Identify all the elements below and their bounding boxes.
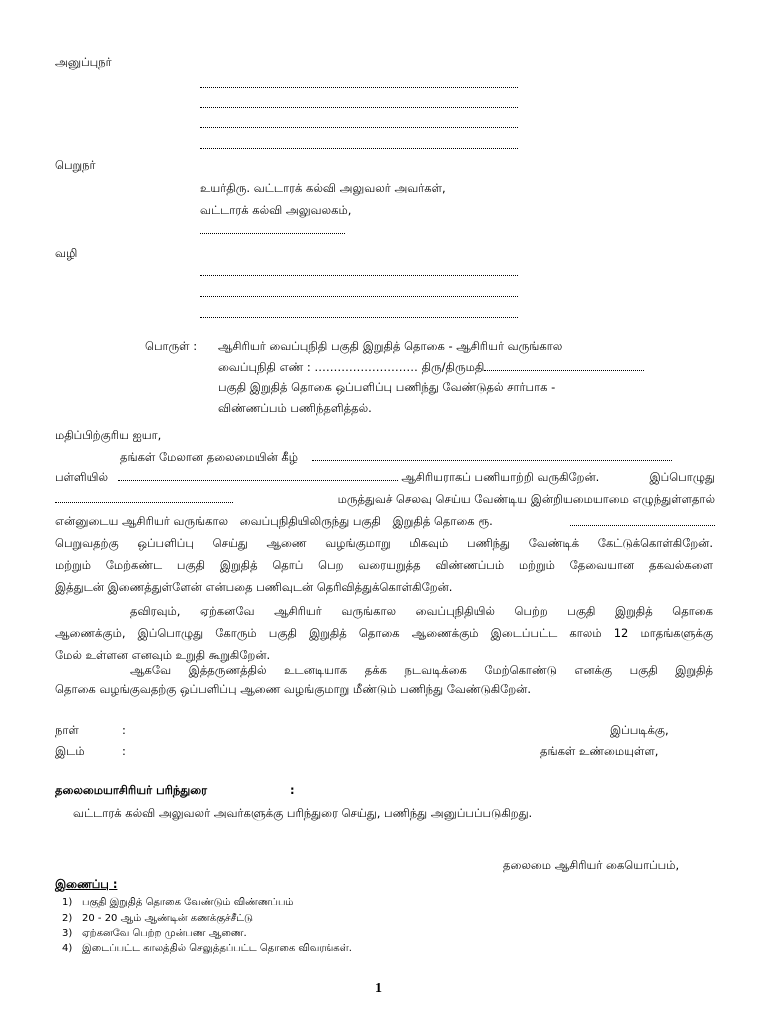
enclosure-item-3 — [62, 928, 247, 940]
sender-address-line-1[interactable] — [200, 87, 518, 88]
salutation: மதிப்பிற்குரிய ஐயா, — [55, 428, 162, 442]
via-line-1[interactable] — [200, 275, 518, 276]
subject-line-3: பகுதி இறுதித் தொகை ஒப்பளிப்பு பணிந்து வேண்டுதல் சார்பாக - — [218, 380, 556, 394]
enclosures-heading: இணைப்பு : — [55, 877, 118, 891]
date-label: நாள் — [55, 723, 79, 737]
subject-label: பொருள் : — [145, 339, 198, 353]
body-p1-line-3-b: மருத்துவச் செலவு செய்ய வேண்டிய இன்றியமையாமை எழுந்துள்ளதால் — [337, 492, 715, 506]
body-p1-line-4-b: வைப்புநிதியிலிருந்து பகுதி — [239, 514, 381, 528]
body-p1-line-4 — [55, 514, 715, 530]
closing-line-2: தங்கள் உண்மையுள்ள, — [540, 744, 659, 758]
body-p1-line-7: இத்துடன் இணைத்துள்ளேன் என்பதை பணிவுடன் தெரிவித்துக்கொள்கிறேன். — [55, 580, 453, 594]
subject-line-2 — [218, 360, 644, 376]
receiver-line-2: வட்டாரக் கல்வி அலுவலகம், — [200, 203, 352, 217]
sender-address-line-3[interactable] — [200, 127, 518, 128]
body-p2-line-3: மேல் உள்ளன எனவும் உறுதி கூறுகிறேன். — [55, 648, 271, 662]
page-number: 1 — [375, 981, 382, 996]
body-p1-line-2-a: பள்ளியில் — [55, 470, 108, 484]
body-p2-line-2: ஆணைக்கும், இப்பொழுது கோரும் பகுதி இறுதித் தொகை ஆணைக்கும் இடைப்பட்ட காலம் 12 மாதங்களுக்கு — [55, 626, 713, 640]
body-p1-line-3 — [55, 492, 715, 506]
body-p1-line-4-c: இறுதித் தொகை ரூ. — [392, 514, 493, 528]
enclosure-item-2 — [62, 913, 253, 925]
enclosure-item-1 — [62, 897, 293, 909]
sender-label: அனுப்புநர் — [55, 55, 112, 69]
reason-field[interactable] — [55, 502, 233, 503]
body-p1-line-1 — [120, 450, 672, 466]
closing-line-1: இப்படிக்கு, — [610, 723, 669, 737]
enclosure-item-1-num: 1) — [62, 897, 73, 908]
recommendation-heading: தலைமையாசிரியர் பரிந்துரை — [55, 783, 208, 797]
sender-address-line-4[interactable] — [200, 148, 518, 149]
body-p1-line-5: பெறுவதற்கு ஒப்பளிப்பு செய்து ஆணை வழங்குமாறு மிகவும் பணிந்து வேண்டிக் கேட்டுக்கொள்கிறேன். — [55, 536, 713, 550]
body-p2-line-1: தவிரவும், ஏற்கனவே ஆசிரியர் வருங்கால வைப்புநிதியில் பெற்ற பகுதி இறுதித் தொகை — [130, 604, 713, 618]
body-p1-line-2 — [55, 470, 715, 486]
subject-line-4: விண்ணப்பம் பணிந்தளித்தல். — [218, 401, 372, 415]
body-p1-line-2-c: இப்பொழுது — [649, 470, 715, 484]
sender-address-line-2[interactable] — [200, 107, 518, 108]
place-label: இடம் — [55, 744, 85, 758]
enclosure-item-4 — [62, 943, 352, 955]
body-p3-line-2: தொகை வழங்குவதற்கு ஒப்பளிப்பு ஆணை வழங்குமாறு மீண்டும் பணிந்து வேண்டுகிறேன். — [55, 682, 531, 696]
amount-field[interactable] — [570, 525, 715, 526]
subject-line-1: ஆசிரியர் வைப்புநிதி பகுதி இறுதித் தொகை - ஆசிரியர் வருங்கால — [218, 339, 563, 353]
body-p1-line-1-text: தங்கள் மேலான தலைமையின் கீழ் — [120, 450, 299, 464]
via-label: வழி — [55, 246, 78, 260]
body-p3-line-1: ஆகவே இத்தருணத்தில் உடனடியாக தக்க நடவடிக்கை மேற்கொண்டு எனக்கு பகுதி இறுதித் — [130, 663, 713, 677]
recommendation-colon: : — [290, 783, 295, 797]
date-colon: : — [122, 723, 126, 737]
receiver-label: பெறுநர் — [55, 158, 96, 172]
body-p1-line-4-a: என்னுடைய ஆசிரியர் வருங்கால — [55, 514, 229, 528]
headmaster-signature-label: தலைமை ஆசிரியர் கையொப்பம், — [503, 858, 680, 872]
school-name-field[interactable] — [118, 480, 398, 481]
via-line-2[interactable] — [200, 296, 518, 297]
receiver-place-field[interactable] — [200, 233, 345, 234]
receiver-line-1: உயர்திரு. வட்டாரக் கல்வி அலுவலர் அவர்கள், — [200, 181, 446, 195]
subject-name-field[interactable] — [484, 370, 644, 371]
recommendation-text: வட்டாரக் கல்வி அலுவலர் அவர்களுக்கு பரிந்துரை செய்து, பணிந்து அனுப்பப்படுகிறது. — [73, 806, 533, 820]
enclosure-item-3-text: ஏற்கனவே பெற்ற முன்பண ஆணை. — [82, 928, 247, 939]
enclosure-item-2-num: 2) — [62, 913, 73, 924]
place-colon: : — [122, 744, 126, 758]
subject-line-2-a: வைப்புநிதி எண் : ……………………… — [218, 360, 418, 374]
enclosure-item-2-text: 20 - 20 ஆம் ஆண்டின் கணக்குச்சீட்டு — [82, 913, 253, 924]
enclosure-item-4-num: 4) — [62, 943, 73, 954]
subject-line-2-b: திரு/திருமதி — [421, 360, 485, 374]
enclosure-item-1-text: பகுதி இறுதித் தொகை வேண்டும் விண்ணப்பம் — [82, 897, 294, 908]
body-p1-line-2-b: ஆசிரியராகப் பணியாற்றி வருகிறேன். — [401, 470, 600, 484]
via-line-3[interactable] — [200, 317, 518, 318]
headmaster-name-field[interactable] — [312, 460, 672, 461]
enclosure-item-4-text: இடைப்பட்ட காலத்தில் செலுத்தப்பட்ட தொகை விவரங்கள். — [82, 943, 352, 954]
enclosure-item-3-num: 3) — [62, 928, 73, 939]
body-p1-line-6: மற்றும் மேற்கண்ட பகுதி இறுதித் தொப் பெற வரையறுத்த விண்ணப்பம் மற்றும் தேவையான தகவல்களை — [55, 558, 713, 572]
